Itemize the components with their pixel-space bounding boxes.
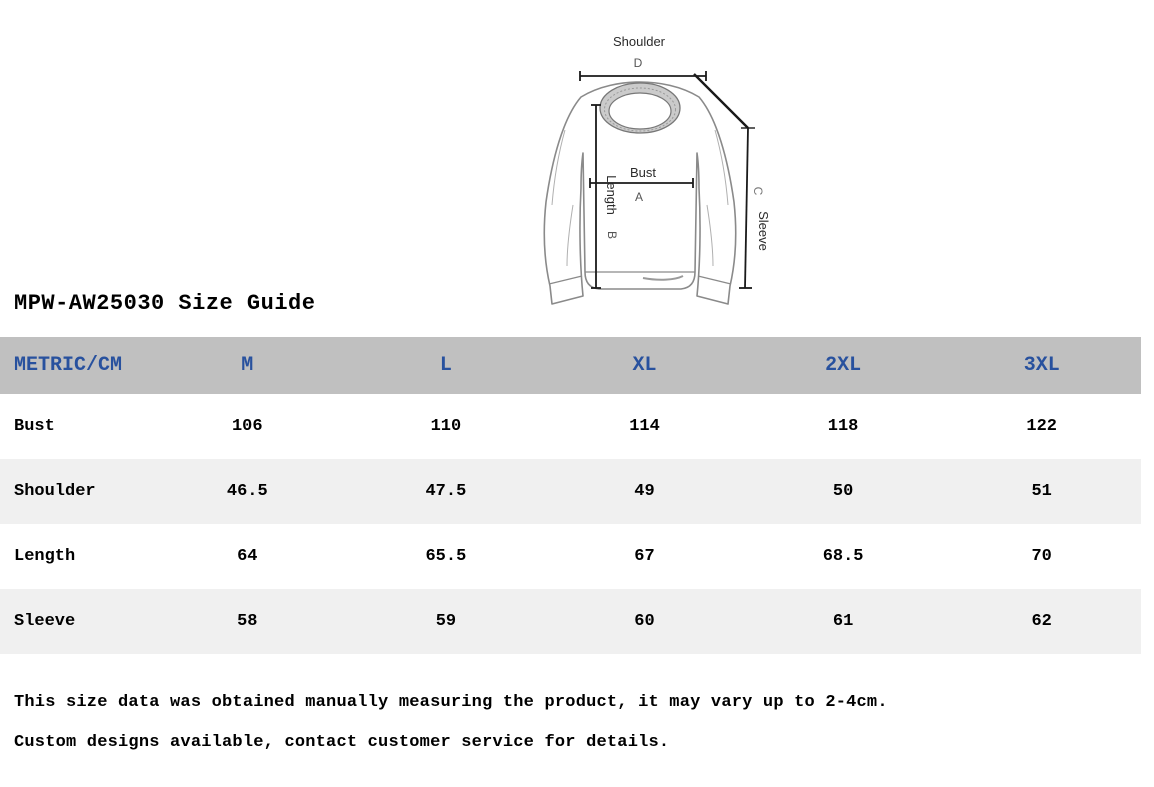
sleeve-label: Sleeve [756,211,771,251]
cell-value: 60 [634,612,655,631]
note-measurement-disclaimer: This size data was obtained manually measuring the product, it may vary up to 2-4cm. [14,693,888,712]
cell-value: 110 [430,417,462,436]
cell-value: 118 [827,417,859,436]
size-table [0,337,1141,654]
table-row-sleeve [0,589,1141,654]
table-header-row [0,337,1141,394]
cell-value: 61 [832,612,854,631]
shoulder-label: Shoulder [612,34,666,49]
table-header-3xl: 3XL [1023,354,1060,377]
cell-value: 51 [1031,482,1052,501]
row-label: Bust [14,417,55,436]
cell-value: 106 [231,417,263,436]
cell-value: 49 [634,482,655,501]
cell-value: 47.5 [425,482,467,501]
table-row-shoulder [0,459,1141,524]
cell-value: 114 [629,417,660,436]
cell-value: 70 [1031,547,1052,566]
table-header-xl: XL [632,354,657,377]
cell-value: 67 [634,547,655,566]
table-row-bust [0,394,1141,459]
bust-label: Bust [629,165,657,180]
cell-value: 46.5 [226,482,268,501]
cell-value: 50 [832,482,854,501]
cell-value: 68.5 [822,547,864,566]
length-label: Length [604,175,619,215]
cell-value: 58 [237,612,258,631]
cell-value: 122 [1026,417,1057,436]
table-header-l: L [439,354,452,377]
cell-value: 64 [237,547,258,566]
table-row-length [0,524,1141,589]
shoulder-letter: D [633,56,643,70]
row-label: Shoulder [14,482,96,501]
sleeve-letter: C [751,186,765,196]
row-label: Length [14,547,76,566]
table-header-m: M [241,354,254,377]
cell-value: 62 [1031,612,1052,631]
page-title: MPW-AW25030 Size Guide [14,291,316,316]
table-header-metric: METRIC/CM [14,354,123,377]
row-label: Sleeve [14,612,76,631]
garment-diagram [525,20,775,320]
bust-letter: A [634,190,644,204]
length-letter: B [605,230,619,240]
note-custom-designs: Custom designs available, contact customer service for details. [14,733,670,752]
cell-value: 59 [435,612,457,631]
cell-value: 65.5 [425,547,467,566]
table-header-2xl: 2XL [825,354,862,377]
